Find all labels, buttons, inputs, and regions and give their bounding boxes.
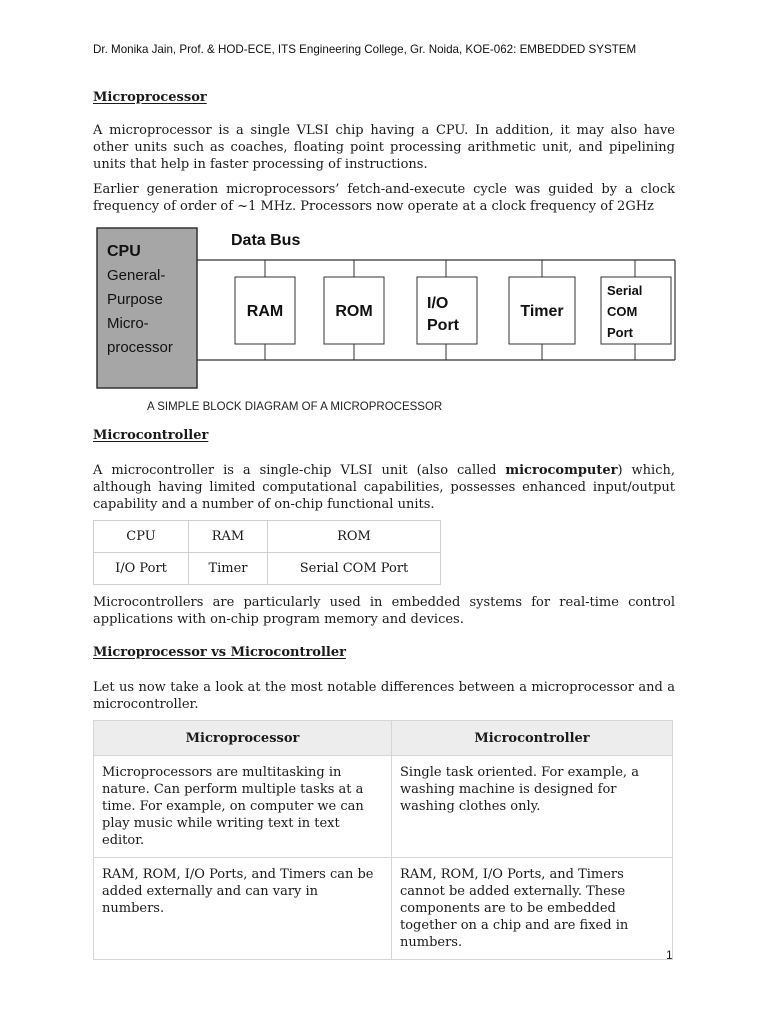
block-diagram [93,224,678,416]
timer-label: Timer [520,303,564,320]
ram-label: RAM [246,303,284,320]
table-cell: CPU [94,521,189,553]
table-cell: Microprocessors are multitasking in nature. Can perform multiple tasks at a time. For example, on computer we can play music while writing text in text editor. [94,756,392,858]
microcontroller-units-table [93,520,441,585]
cpu-line-3: Purpose [107,291,163,308]
page-header: Dr. Monika Jain, Prof. & HOD-ECE, ITS Engineering College, Gr. Noida, KOE-062: EMBEDDED SYSTEM [93,43,637,56]
table-cell: Timer [189,553,268,585]
microcontroller-paragraph-2: Microcontrollers are particularly used in embedded systems for real-time control applications with on-chip program memory and devices. [93,595,675,627]
column-header: Microcontroller [392,721,673,756]
microprocessor-paragraph-1: A microprocessor is a single VLSI chip having a CPU. In addition, it may also have other units such as coaches, floating point processing arithmetic unit, and pipelining units that help in faster processing of instructions. [93,123,675,172]
cpu-line-5: processor [107,339,173,356]
rom-label: ROM [335,303,373,320]
table-row [94,553,441,585]
table-cell: Serial COM Port [268,553,441,585]
diagram-caption: A SIMPLE BLOCK DIAGRAM OF A MICROPROCESSOR [147,401,443,413]
cpu-label: CPU [107,243,141,260]
data-bus-label: Data Bus [231,232,301,249]
table-cell: RAM [189,521,268,553]
table-cell: RAM, ROM, I/O Ports, and Timers can be added externally and can vary in numbers. [94,858,392,960]
heading-comparison: Microprocessor vs Microcontroller [93,645,346,660]
table-cell: ROM [268,521,441,553]
cpu-line-4: Micro- [107,315,149,332]
serial-label-3: Port [607,325,633,340]
heading-microcontroller: Microcontroller [93,428,209,443]
table-row [94,521,441,553]
serial-label-2: COM [607,304,638,319]
cpu-line-2: General- [107,267,166,284]
serial-label-1: Serial [607,283,643,298]
heading-microprocessor: Microprocessor [93,90,207,105]
table-row [94,858,673,960]
io-label-1: I/O [427,295,449,312]
io-label-2: Port [427,317,459,334]
column-header: Microprocessor [94,721,392,756]
table-row [94,756,673,858]
table-cell: Single task oriented. For example, a washing machine is designed for washing clothes only. [392,756,673,858]
table-header-row [94,721,673,756]
comparison-intro: Let us now take a look at the most notable differences between a microprocessor and a microcontroller. [93,680,675,712]
page-number: 1 [666,948,673,962]
table-cell: RAM, ROM, I/O Ports, and Timers cannot be added externally. These components are to be embedded together on a chip and are fixed in numbers. [392,858,673,960]
microcontroller-paragraph-1: A microcontroller is a single-chip VLSI unit (also called microcomputer) which, although having limited computational capabilities, possesses enhanced input/output capability and a number of on-chip functional units. [93,463,675,512]
table-cell: I/O Port [94,553,189,585]
comparison-table [93,720,673,960]
microprocessor-paragraph-2: Earlier generation microprocessors’ fetch-and-execute cycle was guided by a clock frequency of order of ~1 MHz. Processors now operate at a clock frequency of 2GHz [93,182,675,214]
microcomputer-term: microcomputer [505,463,618,478]
